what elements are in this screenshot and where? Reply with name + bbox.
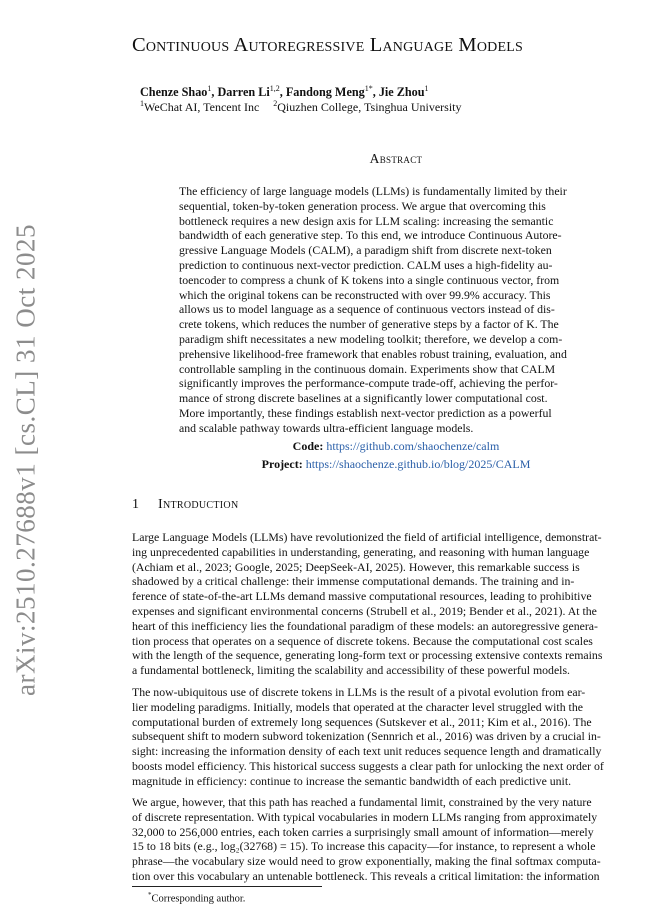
paragraph-line: ing unprecedented capabilities in understanding, generating, and reasoning with human language — [132, 544, 590, 559]
paragraph-line: We argue, however, that this path has reached a fundamental limit, constrained by the very nature — [132, 795, 592, 809]
paragraph-line: tion over this vocabulary an untenable bottleneck. This reveals a critical limitation: the information — [132, 868, 600, 883]
project-link[interactable]: https://shaochenze.github.io/blog/2025/CALM — [305, 457, 531, 471]
author-affiliation-mark: 1 — [424, 84, 429, 93]
abstract-line: mance of strong discrete baselines at a significantly lower computational cost. — [179, 391, 548, 406]
abstract-line: bottleneck requires a new design axis for LLM scaling: increasing the semantic — [179, 213, 554, 228]
author-affiliation-mark: 1* — [364, 84, 373, 93]
abstract-line: controllable sampling in the continuous domain. Experiments show that CALM — [179, 361, 556, 376]
body-paragraph — [132, 795, 672, 884]
abstract-line: crete tokens, which reduces the number of generative steps by a factor of K. The — [179, 317, 559, 332]
abstract-line: sequential, token-by-token generation process. We argue that overcoming this — [179, 198, 546, 213]
paragraph-line: Large Language Models (LLMs) have revolutionized the field of artificial intelligence, demonstrat- — [132, 530, 602, 544]
paragraph-line: a fundamental bottleneck, limiting the scalability and accessibility of these powerful models. — [132, 663, 570, 678]
affiliation-name: WeChat AI, Tencent Inc — [144, 100, 260, 114]
paragraph-line: boosts model efficiency. This historical success suggests a clear path for unlocking the next order of — [132, 758, 604, 773]
code-link-line — [0, 439, 672, 454]
author-name: Chenze Shao — [140, 85, 208, 100]
abstract-line: toencoder to compress a chunk of K tokens into a single continuous vector, from — [179, 272, 560, 287]
paragraph-line: shadowed by a critical challenge: their immense computational demands. The training and in- — [132, 574, 575, 589]
section-heading — [132, 497, 238, 513]
paragraph-line: sight: increasing the information density of each text unit reduces sequence length and dramatically — [132, 744, 602, 759]
section-number: 1 — [132, 497, 139, 512]
abstract-line: gressive Language Models (CALM), a paradigm shift from discrete next-token — [179, 243, 552, 258]
paragraph-line: The now-ubiquitous use of discrete tokens in LLMs is the result of a pivotal evolution from ear- — [132, 685, 586, 699]
affiliation-name: Qiuzhen College, Tsinghua University — [277, 100, 462, 114]
paragraph-line: 32,000 to 256,000 entries, each token carries a surprisingly small amount of information—merely — [132, 824, 594, 839]
author-name: Jie Zhou — [378, 85, 425, 100]
code-label: Code: — [292, 439, 324, 453]
paragraph-line: lier modeling paradigms. Initially, models that operated at the character level struggled with the — [132, 699, 583, 714]
abstract-line: prehensive likelihood-free framework that enables robust training, evaluation, and — [179, 346, 567, 361]
paragraph-line: heart of this inefficiency lies the foundational paradigm of these models: an autoregressive genera- — [132, 618, 598, 633]
affiliation-mark: 2 — [273, 99, 278, 108]
code-link[interactable]: https://github.com/shaochenze/calm — [326, 439, 500, 453]
abstract-heading: Abstract — [369, 151, 423, 166]
affiliation-list — [140, 99, 462, 115]
footnote-mark: * — [148, 891, 152, 899]
footnote — [148, 891, 245, 905]
arxiv-identifier: arXiv:2510.27688v1 [cs.CL] 31 Oct 2025 — [10, 224, 41, 696]
abstract-line: More importantly, these findings establish next-vector prediction as a powerful — [179, 405, 552, 420]
paragraph-line: magnitude in efficiency: continue to increase the semantic bandwidth of each predictive unit. — [132, 773, 572, 788]
section-title: Introduction — [158, 497, 239, 512]
abstract-body — [179, 184, 639, 436]
abstract-line: significantly improves the performance-compute trade-off, achieving the perfor- — [179, 376, 558, 391]
project-label: Project: — [261, 457, 303, 471]
author-affiliation-mark: 1,2 — [269, 84, 280, 93]
paragraph-line: (Achiam et al., 2023; Google, 2025; DeepSeek-AI, 2025). However, this remarkable success is — [132, 559, 580, 574]
paragraph-line: subsequent shift to modern subword tokenization (Sennrich et al., 2016) was driven by a crucial in- — [132, 729, 601, 744]
affiliation-mark: 1 — [140, 99, 144, 108]
paragraph-line: with the length of the sequence, generating long-form text or processing extensive contexts remains — [132, 648, 603, 663]
abstract-line: and scalable pathway towards ultra-efficient language models. — [179, 420, 474, 435]
paragraph-line: expenses and significant environmental concerns (Strubell et al., 2019; Bender et al., 2021). At the — [132, 603, 597, 618]
body-paragraph — [132, 685, 672, 789]
abstract-line: allows us to model language as a sequence of continuous vectors instead of dis- — [179, 302, 555, 317]
abstract-line: bandwidth of each generative step. To this end, we introduce Continuous Autore- — [179, 228, 562, 243]
paragraph-line: tion process that operates on a sequence of discrete tokens. Because the computational cost scales — [132, 633, 593, 648]
paper-title: Continuous Autoregressive Language Models — [132, 34, 523, 56]
paragraph-line: computational burden of extremely long sequences (Sutskever et al., 2011; Kim et al., 2016). The — [132, 714, 592, 729]
footnote-text: Corresponding author. — [151, 893, 246, 905]
author-name: Darren Li — [217, 85, 270, 100]
author-list: Chenze Shao$^1$, Darren Li$^{1,2}$, Fandong Meng$^{1*}$, Jie Zhou$^1$ — [140, 84, 429, 100]
author-name: Fandong Meng — [285, 85, 365, 100]
footnote-divider — [132, 886, 322, 887]
project-link-line — [0, 457, 672, 472]
abstract-line: paradigm shift necessitates a new modeling toolkit; therefore, we develop a com- — [179, 331, 563, 346]
paragraph-line: of discrete representation. With typical vocabularies in modern LLMs ranging from approximately — [132, 809, 598, 824]
body-paragraph — [132, 530, 672, 678]
abstract-line: which the original tokens can be reconstructed with over 99.9% accuracy. This — [179, 287, 551, 302]
author-affiliation-mark: 1 — [207, 84, 212, 93]
abstract-line: The efficiency of large language models (LLMs) is fundamentally limited by their — [179, 184, 567, 198]
paragraph-line: 15 to 18 bits (e.g., log₂(32768) = 15). To increase this capacity—for instance, to represent a whole — [132, 839, 596, 854]
paragraph-line: ference of state-of-the-art LLMs demand massive computational resources, leading to prohibitive — [132, 589, 592, 604]
paragraph-line: phrase—the vocabulary size would need to grow exponentially, making the final softmax computa- — [132, 854, 601, 869]
abstract-line: prediction to continuous next-vector prediction. CALM uses a high-fidelity au- — [179, 257, 553, 272]
